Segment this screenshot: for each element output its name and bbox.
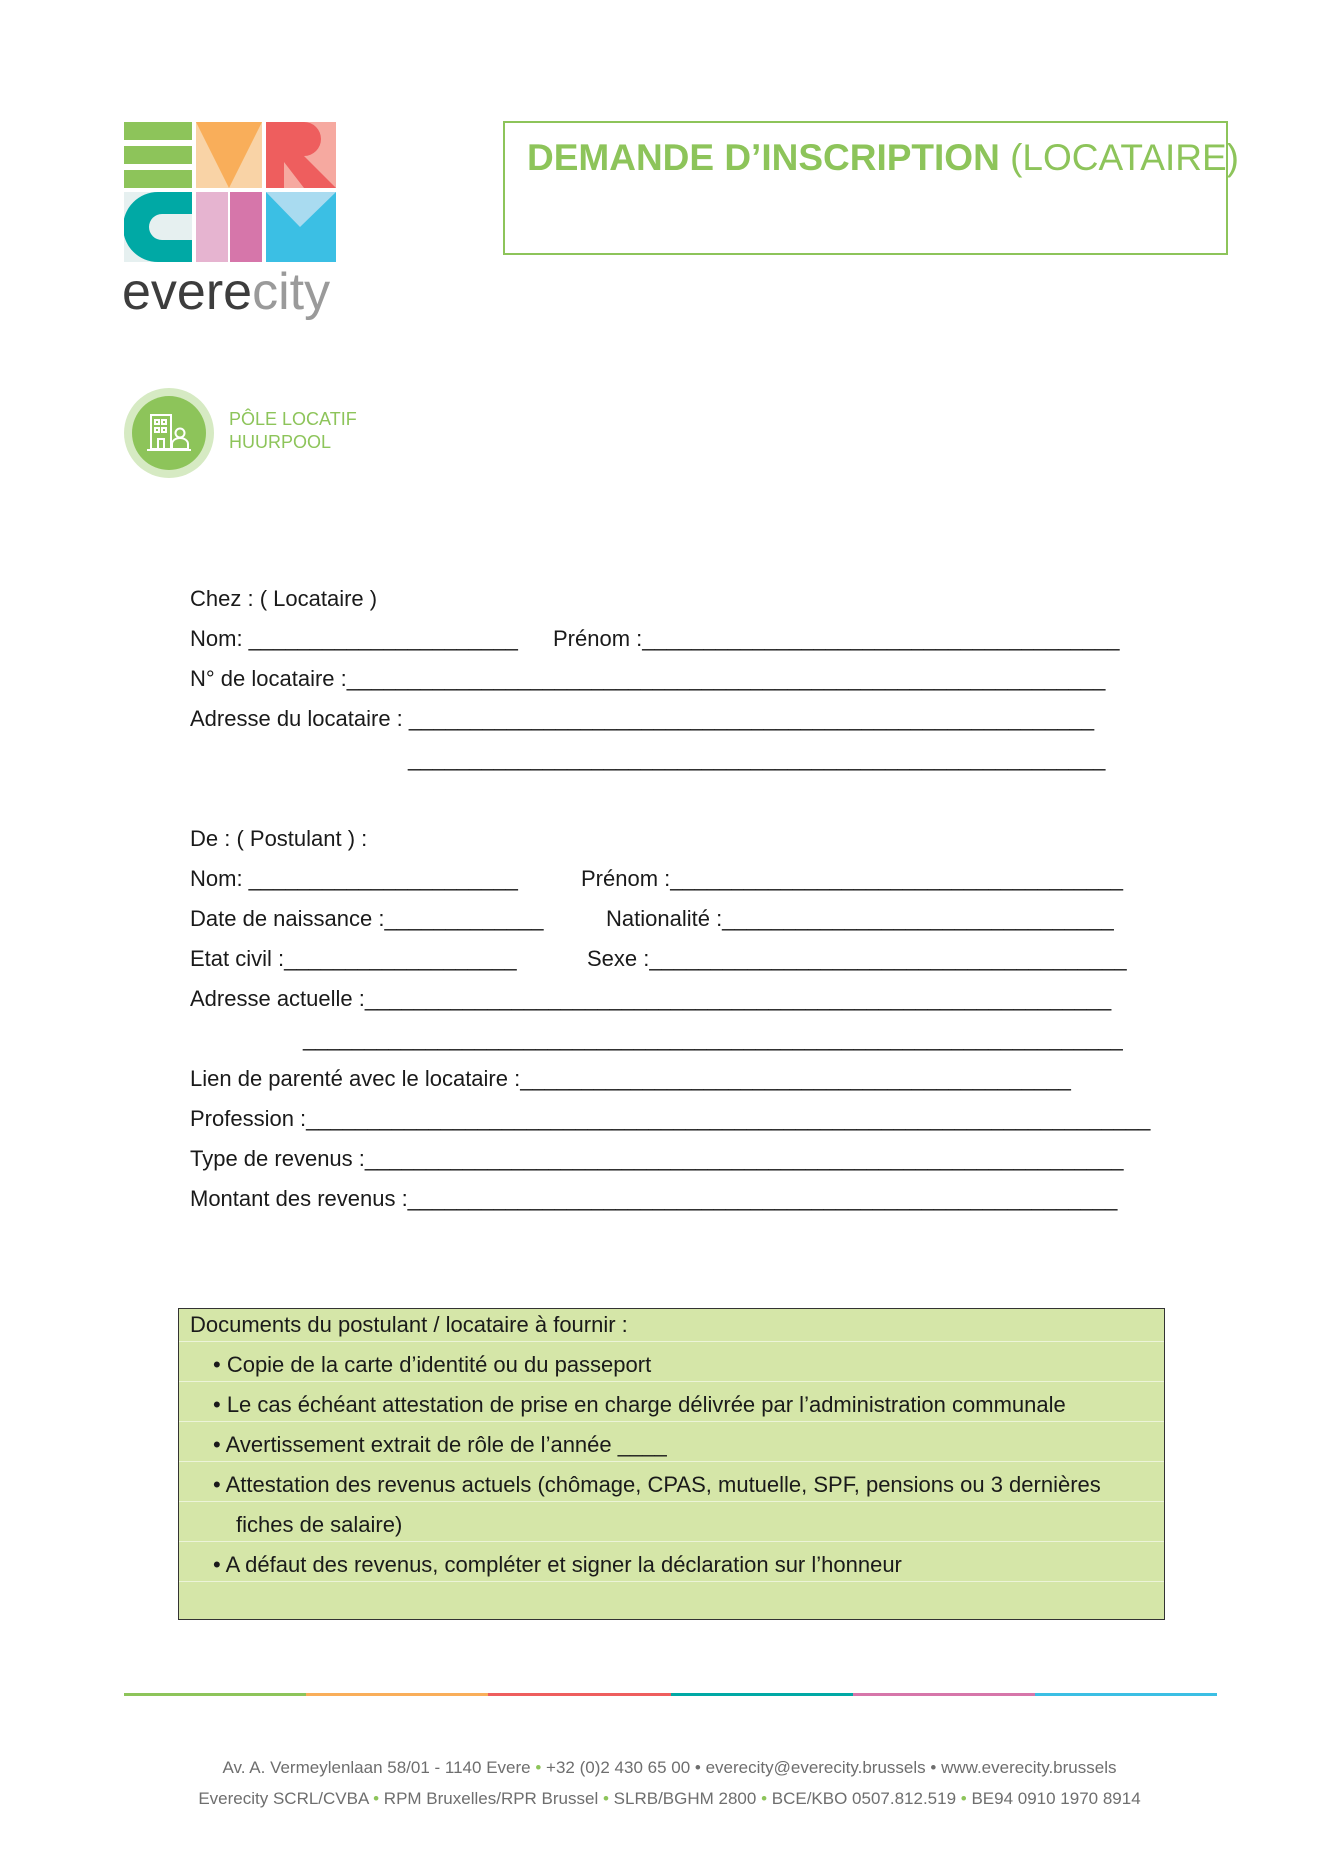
- page-title-suffix: (LOCATAIRE): [999, 137, 1239, 178]
- footer-contact-line: [0, 1757, 1339, 1779]
- postulant-nom-field[interactable]: Nom: ______________________: [190, 866, 518, 891]
- postulant-adresse-field[interactable]: Adresse actuelle :_____________________________________________________________: [190, 986, 1112, 1011]
- documents-item: • A défaut des revenus, compléter et signer la déclaration sur l’honneur: [213, 1552, 902, 1577]
- footer-rpm: RPM Bruxelles/RPR Brussel: [383, 1789, 599, 1808]
- logo-letter-e: [124, 122, 192, 188]
- logo-letter-y: [266, 192, 336, 262]
- footer-company: Everecity SCRL/CVBA: [198, 1789, 369, 1808]
- documents-rule: [179, 1581, 1164, 1582]
- locataire-numero-field[interactable]: N° de locataire :______________________________________________________________: [190, 666, 1106, 691]
- postulant-adresse-cont-field[interactable]: ___________________________________________________________________: [303, 1026, 1123, 1051]
- footer-email[interactable]: everecity@everecity.brussels: [705, 1758, 926, 1777]
- postulant-montant-revenus-field[interactable]: Montant des revenus :__________________________________________________________: [190, 1186, 1118, 1211]
- footer-separator: •: [956, 1789, 972, 1808]
- locataire-adresse-cont-field[interactable]: _________________________________________________________: [408, 746, 1106, 771]
- pole-badge: [124, 388, 214, 478]
- footer-color-bar: [124, 1693, 1217, 1696]
- logo-letter-i-2: [230, 192, 262, 262]
- footer-company-line: [0, 1788, 1339, 1810]
- documents-heading: Documents du postulant / locataire à fournir :: [190, 1312, 628, 1337]
- footer-website[interactable]: www.everecity.brussels: [941, 1758, 1117, 1777]
- pole-label-line1: PÔLE LOCATIF: [229, 409, 357, 429]
- logo-letter-c: [124, 192, 192, 262]
- locataire-nom-field[interactable]: Nom: ______________________: [190, 626, 518, 651]
- footer-phone: +32 (0)2 430 65 00: [546, 1758, 691, 1777]
- documents-rule: [179, 1461, 1164, 1462]
- postulant-sexe-field[interactable]: Sexe :_______________________________________: [587, 946, 1127, 971]
- documents-item-continuation: fiches de salaire): [236, 1512, 403, 1537]
- documents-item: • Avertissement extrait de rôle de l’année ____: [213, 1432, 667, 1457]
- footer-separator: •: [368, 1789, 384, 1808]
- page-title-main: DEMANDE D’INSCRIPTION: [527, 137, 1000, 178]
- pole-label-line2: HUURPOOL: [229, 432, 332, 452]
- page-title: [527, 135, 1239, 181]
- documents-rule: [179, 1381, 1164, 1382]
- footer-separator: •: [925, 1758, 942, 1777]
- footer-bar-segment: [671, 1693, 853, 1696]
- postulant-nationalite-field[interactable]: Nationalité :________________________________: [606, 906, 1114, 931]
- documents-rule: [179, 1501, 1164, 1502]
- pole-badge-inner: [132, 396, 206, 470]
- postulant-etat-civil-field[interactable]: Etat civil :___________________: [190, 946, 517, 971]
- postulant-naissance-field[interactable]: Date de naissance :_____________: [190, 906, 544, 931]
- logo-letter-i-1: [196, 192, 228, 262]
- footer-address: Av. A. Vermeylenlaan 58/01 - 1140 Evere: [222, 1758, 531, 1777]
- footer-iban: BE94 0910 1970 8914: [971, 1789, 1141, 1808]
- footer-separator: •: [756, 1789, 772, 1808]
- footer-slrb: SLRB/BGHM 2800: [613, 1789, 757, 1808]
- footer-separator: •: [530, 1758, 547, 1777]
- documents-item: • Copie de la carte d’identité ou du passeport: [213, 1352, 652, 1377]
- postulant-heading: De : ( Postulant ) :: [190, 826, 368, 851]
- footer-bce: BCE/KBO 0507.812.519: [771, 1789, 957, 1808]
- footer-bar-segment: [1035, 1693, 1217, 1696]
- documents-item: • Le cas échéant attestation de prise en charge délivrée par l’administration communale: [213, 1392, 1066, 1417]
- postulant-lien-field[interactable]: Lien de parenté avec le locataire :_____________________________________________: [190, 1066, 1071, 1091]
- brand-name-part2: city: [252, 263, 331, 321]
- footer-bar-segment: [488, 1693, 670, 1696]
- documents-box: [178, 1308, 1165, 1620]
- documents-rule: [179, 1341, 1164, 1342]
- documents-rule: [179, 1421, 1164, 1422]
- title-box: [503, 121, 1239, 255]
- footer-separator: •: [598, 1789, 614, 1808]
- brand-name-part1: evere: [122, 263, 253, 321]
- locataire-prenom-field[interactable]: Prénom :_______________________________________: [553, 626, 1120, 651]
- documents-rule: [179, 1541, 1164, 1542]
- everecity-logo: [124, 122, 336, 262]
- footer-bar-segment: [124, 1693, 306, 1696]
- postulant-prenom-field[interactable]: Prénom :_____________________________________: [581, 866, 1123, 891]
- footer-bar-segment: [306, 1693, 488, 1696]
- pole-label: [229, 408, 357, 454]
- footer-bar-segment: [853, 1693, 1035, 1696]
- postulant-profession-field[interactable]: Profession :_____________________________________________________________________: [190, 1106, 1151, 1131]
- logo-letter-v: [196, 122, 262, 188]
- logo-letter-r: [266, 122, 336, 188]
- documents-item: • Attestation des revenus actuels (chômage, CPAS, mutuelle, SPF, pensions ou 3 dernières: [213, 1472, 1101, 1497]
- postulant-type-revenus-field[interactable]: Type de revenus :______________________________________________________________: [190, 1146, 1124, 1171]
- footer-separator: •: [690, 1758, 706, 1777]
- building-person-icon: [147, 413, 191, 453]
- brand-wordmark: [122, 262, 330, 322]
- locataire-adresse-field[interactable]: Adresse du locataire : ________________________________________________________: [190, 706, 1095, 731]
- locataire-heading: Chez : ( Locataire ): [190, 586, 378, 611]
